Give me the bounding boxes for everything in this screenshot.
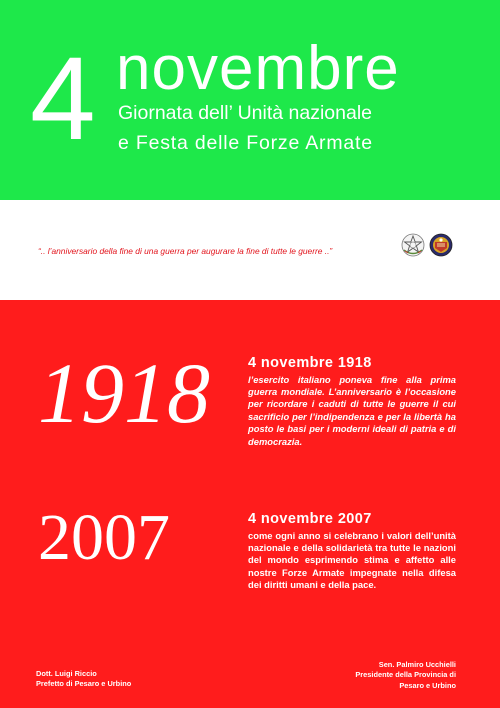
year-1918: 1918 <box>38 345 210 441</box>
signature-presidente-role-line2: Pesaro e Urbino <box>399 680 456 690</box>
header-number: 4 <box>30 33 96 165</box>
section-2007 <box>248 512 456 592</box>
section-1918-text: l’esercito italiano poneva fine alla prima guerra mondiale. L’anniversario è l’occasione per ricordare i caduti di tutte le guerre il cui sacrificio per l’indipendenza e per la libertà ha posto le basi per i moderni ideali di patria e di democrazia. <box>248 373 456 447</box>
section-1918-heading: 4 novembre 1918 <box>248 355 372 371</box>
signature-presidente-role-line1: Presidente della Provincia di <box>355 670 456 680</box>
signature-prefetto <box>36 669 131 690</box>
section-2007-heading: 4 novembre 2007 <box>248 511 372 527</box>
header-subtitle-line2: e Festa delle Forze Armate <box>118 132 373 154</box>
signature-presidente <box>318 660 456 691</box>
signature-prefetto-name: Dott. Luigi Riccio <box>36 669 97 678</box>
section-2007-text: come ogni anno si celebrano i valori dell’unità nazionale e della solidarietà tra tutte le nazioni del mondo esprimendo stima e affetto alle nostre Forze Armate impegnate nella difesa dei diritti umani e della pace. <box>248 529 456 591</box>
signature-prefetto-role: Prefetto di Pesaro e Urbino <box>36 679 132 689</box>
year-2007: 2007 <box>38 501 170 574</box>
header-subtitle-line1: Giornata dell’ Unità nazionale <box>118 102 373 124</box>
quote-text: “.. l’anniversario della fine di una guerra per augurare la fine di tutte le guerre ..” <box>38 246 333 256</box>
section-1918 <box>248 356 456 448</box>
signature-presidente-name: Sen. Palmiro Ucchielli <box>378 660 456 669</box>
province-crest-icon <box>428 232 454 258</box>
italian-republic-emblem-icon <box>400 232 426 258</box>
header-title: novembre <box>116 34 400 103</box>
